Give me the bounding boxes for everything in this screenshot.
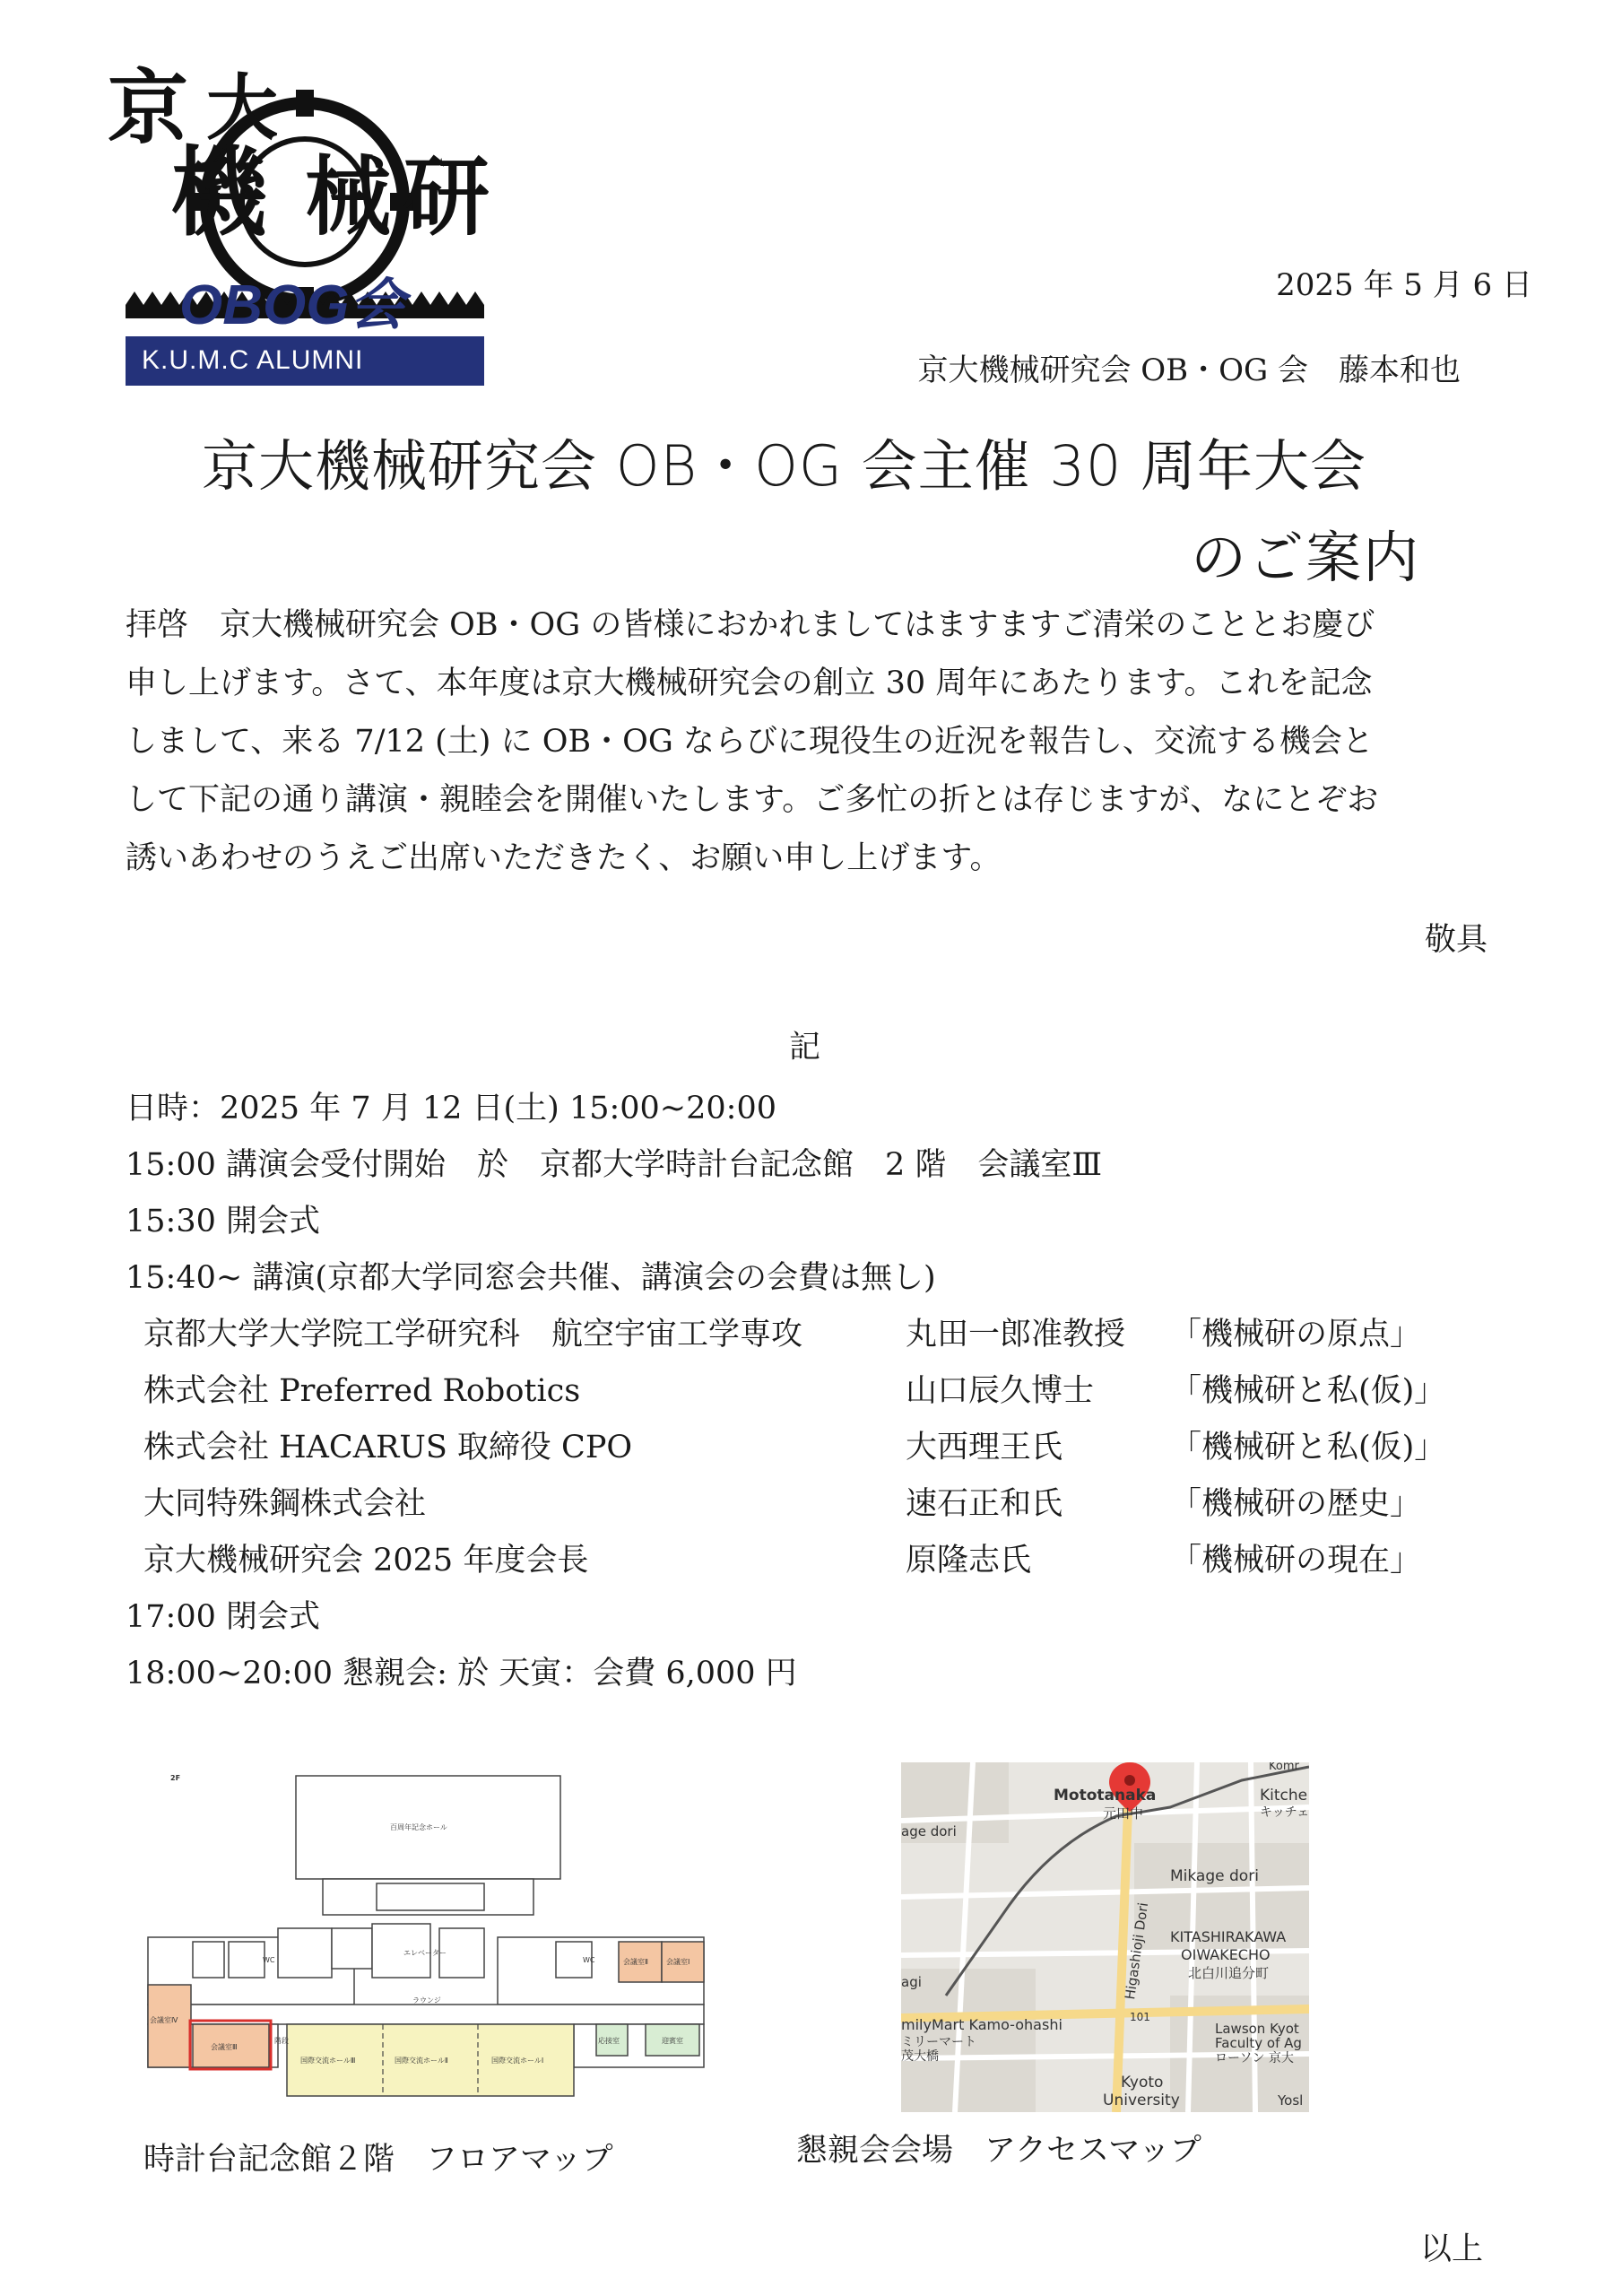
closing-keigu: 敬具 [1424, 922, 1488, 958]
speaker-topic: 「機械研と私(仮)」 [1170, 1373, 1446, 1409]
logo-alumni-text: K.U.M.C ALUMNI [142, 345, 364, 375]
speaker-name: 速石正和氏 [906, 1486, 1063, 1522]
floor-label: 2F [170, 1774, 181, 1782]
speaker-list [126, 1307, 1446, 1589]
speaker-affiliation: 株式会社 Preferred Robotics [143, 1373, 581, 1409]
greeting-line: 申し上げます。さて、本年度は京大機械研究会の創立 30 周年にあたります。これを記念 [126, 665, 1373, 701]
vip-room-label: 迎賓室 [662, 2037, 683, 2045]
greeting-paragraph [126, 596, 1497, 888]
schedule-reception: 15:00 講演会受付開始 於 京都大学時計台記念館 2 階 会議室Ⅲ [126, 1147, 1103, 1183]
stairs-label: 階段 [274, 2037, 289, 2045]
wc-right-label: WC [583, 1956, 595, 1964]
map-kome: Komr [1269, 1762, 1299, 1773]
speaker-affiliation: 京大機械研究会 2025 年度会長 [143, 1543, 589, 1578]
speaker-row [126, 1420, 1446, 1476]
map-kitchen: Kitche [1260, 1787, 1308, 1805]
room-4 [148, 1985, 191, 2067]
speaker-name: 大西理王氏 [906, 1430, 1063, 1465]
greeting-line: して下記の通り講演・親睦会を開催いたします。ご多忙の折とは存じますが、なにとぞお [126, 782, 1379, 818]
map-kyoto-2: University [1103, 2092, 1180, 2109]
speaker-row [126, 1476, 1422, 1533]
room-4-label: 会議室Ⅳ [150, 2016, 178, 2024]
schedule-datetime: 日時：2025 年 7 月 12 日(土) 15:00~20:00 [126, 1091, 776, 1126]
map-agi: agi [901, 1974, 922, 1990]
floor-map-caption: 時計台記念館２階 フロアマップ [143, 2142, 613, 2178]
speaker-name: 原隆志氏 [906, 1543, 1032, 1578]
greeting-line: 誘いあわせのうえご出席いただきたく、お願い申し上げます。 [126, 840, 1002, 876]
logo-char: 京 [108, 60, 188, 155]
schedule-lecture: 15:40~ 講演(京都大学同窓会共催、講演会の会費は無し) [126, 1260, 936, 1296]
intl-hall-1-label: 国際交流ホールⅠ [491, 2057, 544, 2065]
map-age-dori: age dori [901, 1823, 957, 1839]
intl-hall-2-label: 国際交流ホールⅡ [395, 2057, 448, 2065]
title-line-2: のご案内 [1191, 525, 1421, 590]
greeting-line: 拝啓 京大機械研究会 OB・OG の皆様におかれましてはますますご清栄のこととお慶び [126, 607, 1375, 643]
reception-room-label: 応接室 [598, 2037, 620, 2045]
map-mikage: Mikage dori [1170, 1867, 1259, 1885]
floor-map [143, 1762, 717, 2103]
logo-char: 研 [403, 146, 490, 248]
logo-char: 械 [305, 146, 391, 248]
document-date: 2025 年 5 月 6 日 [1276, 267, 1532, 303]
schedule [126, 1081, 1446, 1702]
room-1-label: 会議室Ⅰ [666, 1958, 690, 1966]
ki-heading: 記 [789, 1030, 821, 1065]
logo-obog-text: OBOG会 [179, 274, 405, 336]
speaker-topic: 「機械研と私(仮)」 [1170, 1430, 1446, 1465]
map-familymart: milyMart Kamo-ohashi [901, 2016, 1063, 2033]
end-ijou: 以上 [1419, 2231, 1483, 2267]
access-map-caption: 懇親会会場 アクセスマップ [796, 2133, 1201, 2169]
lounge-label: ラウンジ [412, 1996, 441, 2005]
speaker-name: 山口辰久博士 [906, 1373, 1095, 1409]
map-higashioji: Higashioji Dori [1122, 1901, 1152, 2001]
speaker-affiliation: 株式会社 HACARUS 取締役 CPO [143, 1430, 633, 1465]
elevator-label: エレベーター [403, 1949, 447, 1957]
map-kitchen-jp: キッチェ [1260, 1805, 1309, 1820]
hall-label: 百周年記念ホール [390, 1823, 447, 1831]
map-route-number: 101 [1130, 2011, 1150, 2023]
wc-left-label: WC [263, 1956, 275, 1964]
logo-alumni-band [126, 336, 484, 386]
room-3-label: 会議室Ⅲ [211, 2043, 238, 2051]
speaker-row [126, 1363, 1446, 1420]
sender: 京大機械研究会 OB・OG 会 藤本和也 [917, 352, 1461, 388]
map-yoshi: Yosl [1278, 2092, 1304, 2109]
room-2-label: 会議室Ⅱ [623, 1958, 648, 1966]
greeting-line: しまして、来る 7/12 (土) に OB・OG ならびに現役生の近況を報告し、交流する機会と [126, 724, 1374, 760]
speaker-topic: 「機械研の歴史」 [1170, 1486, 1422, 1522]
speaker-row [126, 1307, 1422, 1363]
speaker-affiliation: 大同特殊鋼株式会社 [143, 1486, 427, 1522]
map-lawson-2: Faculty of Ag [1215, 2035, 1302, 2051]
map-station-jp: 元田中 [1103, 1805, 1144, 1822]
logo-char: 大 [206, 65, 278, 150]
intl-hall-3-label: 国際交流ホールⅢ [300, 2057, 356, 2065]
map-station-label: Mototanaka [1054, 1787, 1157, 1805]
kumc-alumni-logo [81, 36, 619, 404]
map-lawson-1: Lawson Kyot [1215, 2021, 1299, 2037]
speaker-row [126, 1533, 1422, 1589]
speaker-topic: 「機械研の原点」 [1170, 1317, 1422, 1352]
speaker-name: 丸田一郎准教授 [906, 1317, 1126, 1352]
map-kitashirakawa-1: KITASHIRAKAWA [1170, 1928, 1287, 1945]
access-map [901, 1762, 1309, 2112]
map-kyoto-1: Kyoto [1121, 2074, 1164, 2092]
map-kitashirakawa-2: OIWAKECHO [1181, 1946, 1271, 1963]
title-line-1: 京大機械研究会 OB・OG 会主催 30 周年大会 [202, 433, 1366, 499]
map-familymart-jp-1: ミリーマート [901, 2035, 976, 2049]
speaker-affiliation: 京都大学大学院工学研究科 航空宇宙工学専攻 [143, 1317, 803, 1352]
speaker-topic: 「機械研の現在」 [1170, 1543, 1422, 1578]
map-familymart-jp-2: 茂大橋 [901, 2049, 939, 2064]
schedule-party: 18:00~20:00 懇親会: 於 天寅：会費 6,000 円 [126, 1656, 797, 1692]
logo-char: 機 [170, 136, 268, 249]
schedule-closing: 17:00 閉会式 [126, 1599, 320, 1635]
map-lawson-3: ローソン 京大 [1215, 2051, 1294, 2066]
map-kitashirakawa-jp: 北白川追分町 [1188, 1965, 1270, 1981]
schedule-opening: 15:30 開会式 [126, 1204, 320, 1239]
